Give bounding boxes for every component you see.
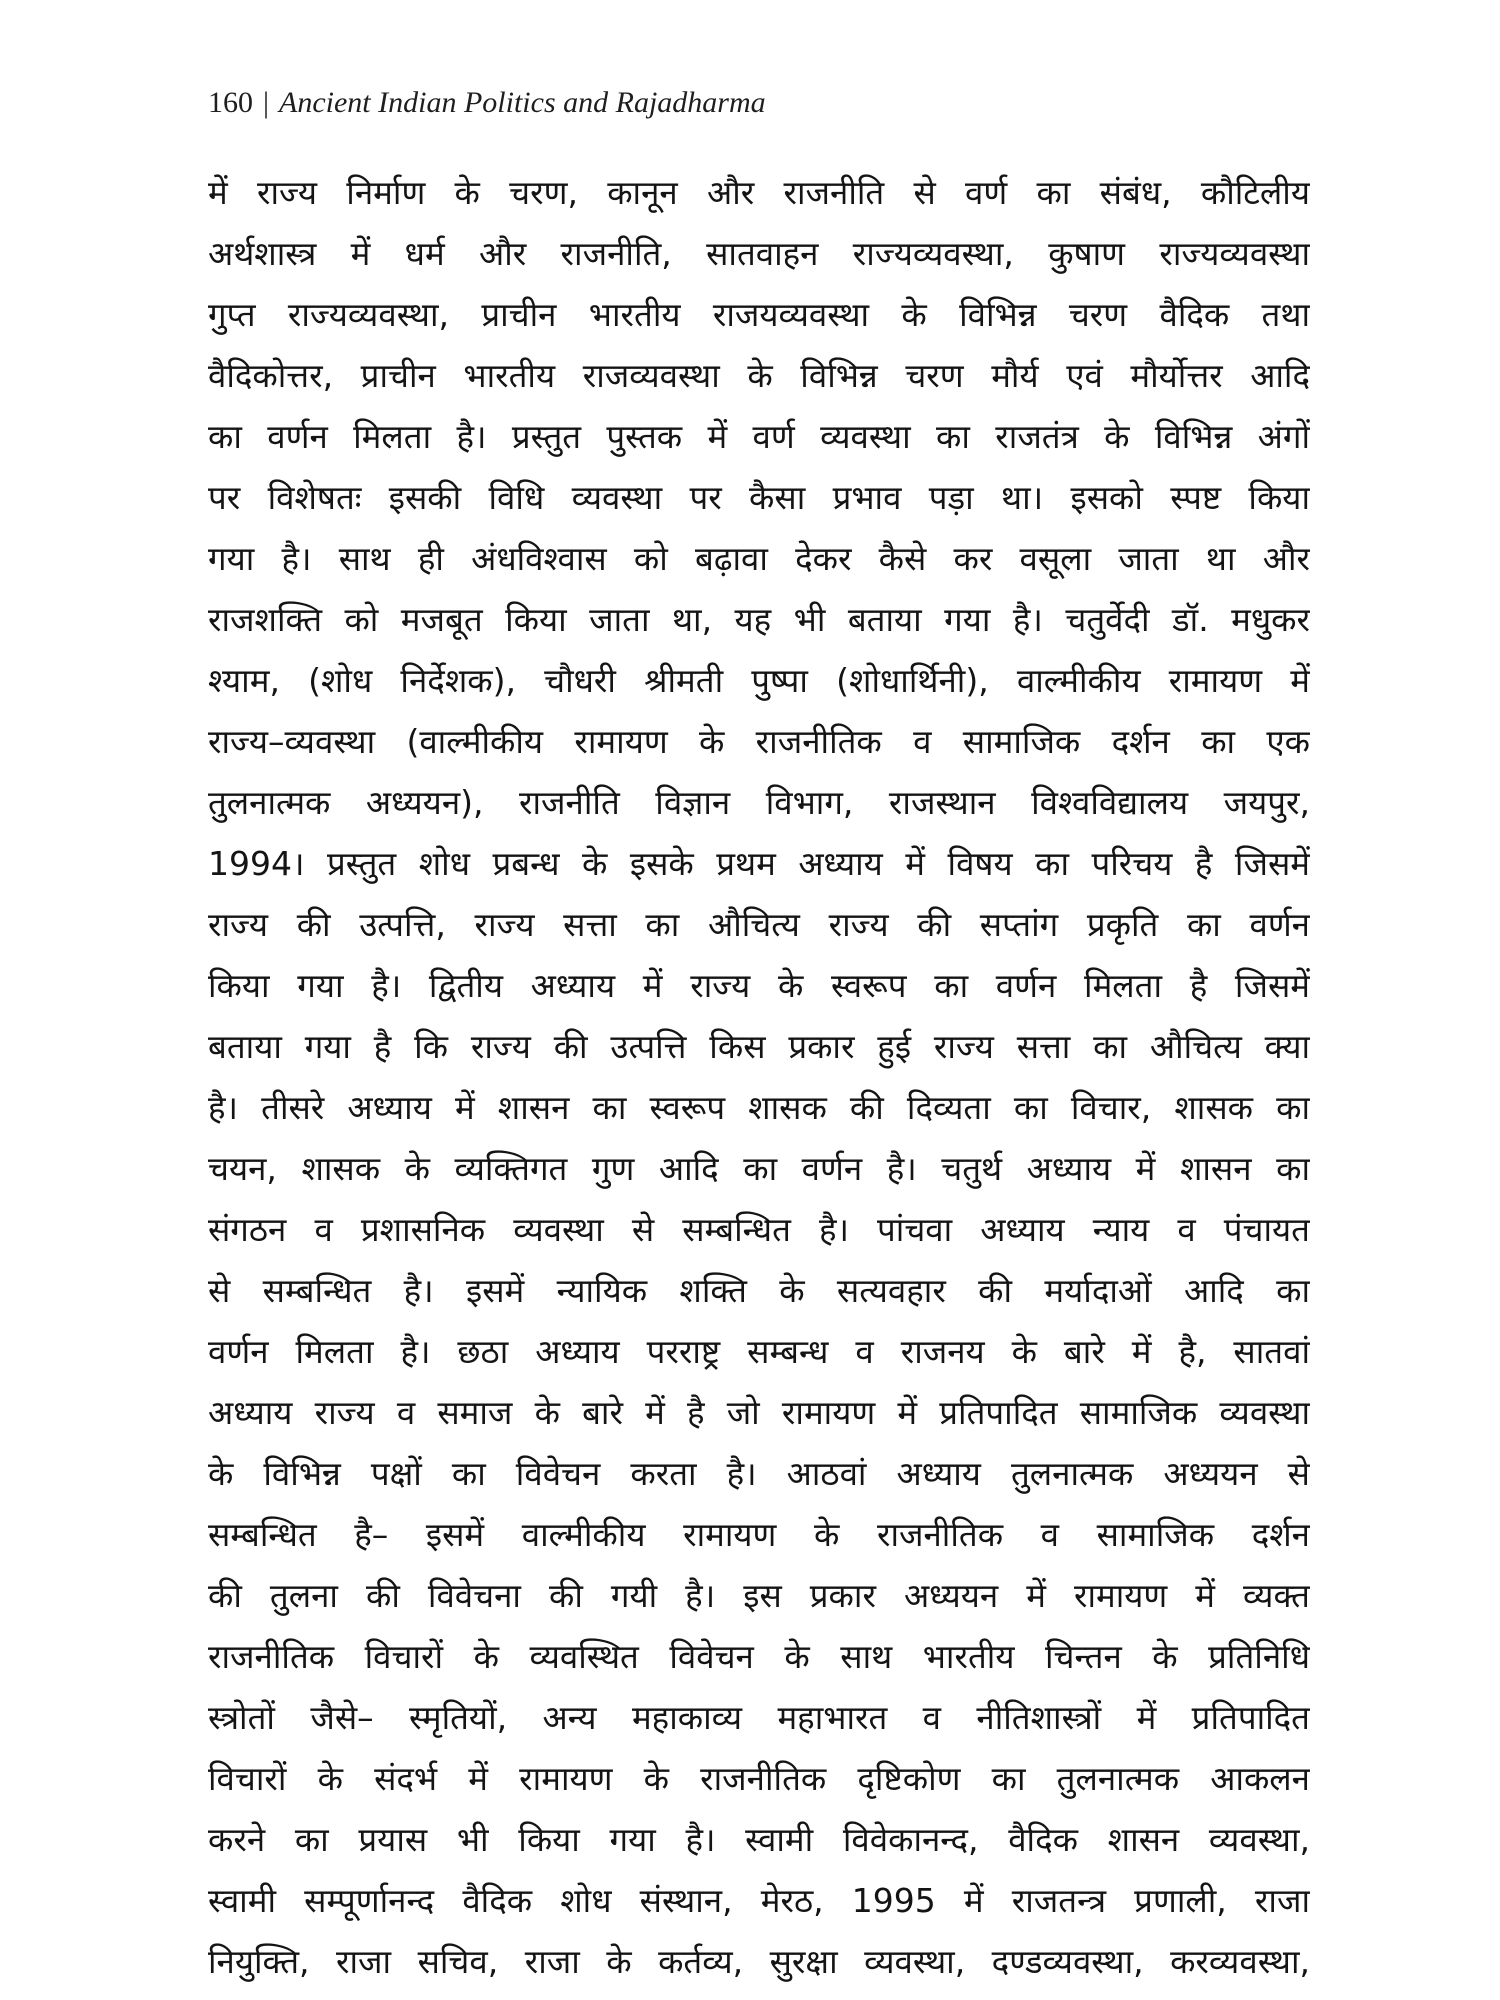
text-line: का वर्णन मिलता है। प्रस्तुत पुस्तक में वर्ण व्यवस्था का राजतंत्र के विभिन्न अंगों <box>208 417 1310 456</box>
header-separator: | <box>263 86 270 119</box>
text-line: पर विशेषतः इसकी विधि व्यवस्था पर कैसा प्रभाव पड़ा था। इसको स्पष्ट किया <box>208 478 1310 517</box>
text-line: वर्णन मिलता है। छठा अध्याय परराष्ट्र सम्बन्ध व राजनय के बारे में है, सातवां <box>208 1332 1310 1371</box>
page-number: 160 <box>208 86 253 119</box>
text-line: राज्य की उत्पत्ति, राज्य सत्ता का औचित्य राज्य की सप्तांग प्रकृति का वर्णन <box>208 905 1310 944</box>
text-line: बताया गया है कि राज्य की उत्पत्ति किस प्रकार हुई राज्य सत्ता का औचित्य क्या <box>208 1027 1310 1066</box>
text-line: राज्य–व्यवस्था (वाल्मीकीय रामायण के राजनीतिक व सामाजिक दर्शन का एक <box>208 722 1310 761</box>
running-head <box>208 86 766 120</box>
text-line: वैदिकोत्तर, प्राचीन भारतीय राजव्यवस्था के विभिन्न चरण मौर्य एवं मौर्योत्तर आदि <box>208 356 1310 395</box>
text-line: किया गया है। द्वितीय अध्याय में राज्य के स्वरूप का वर्णन मिलता है जिसमें <box>208 966 1310 1005</box>
text-line: संगठन व प्रशासनिक व्यवस्था से सम्बन्धित है। पांचवा अध्याय न्याय व पंचायत <box>208 1210 1310 1249</box>
text-line: गुप्त राज्यव्यवस्था, प्राचीन भारतीय राजयव्यवस्था के विभिन्न चरण वैदिक तथा <box>208 295 1310 334</box>
text-line: राजनीतिक विचारों के व्यवस्थित विवेचन के साथ भारतीय चिन्तन के प्रतिनिधि <box>208 1637 1310 1676</box>
text-line: राजशक्ति को मजबूत किया जाता था, यह भी बताया गया है। चतुर्वेदी डॉ. मधुकर <box>208 600 1310 639</box>
book-title: Ancient Indian Politics and Rajadharma <box>279 86 766 119</box>
text-line: श्याम, (शोध निर्देशक), चौधरी श्रीमती पुष्पा (शोधार्थिनी), वाल्मीकीय रामायण में <box>208 661 1310 700</box>
text-line: अर्थशास्त्र में धर्म और राजनीति, सातवाहन राज्यव्यवस्था, कुषाण राज्यव्यवस्था <box>208 234 1310 273</box>
text-line: में राज्य निर्माण के चरण, कानून और राजनीति से वर्ण का संबंध, कौटिलीय <box>208 173 1310 212</box>
text-line: स्वामी सम्पूर्णानन्द वैदिक शोध संस्थान, मेरठ, 1995 में राजतन्त्र प्रणाली, राजा <box>208 1881 1310 1920</box>
body-text <box>208 162 1310 1992</box>
text-line: विचारों के संदर्भ में रामायण के राजनीतिक दृष्टिकोण का तुलनात्मक आकलन <box>208 1759 1310 1798</box>
text-line: के विभिन्न पक्षों का विवेचन करता है। आठवां अध्याय तुलनात्मक अध्ययन से <box>208 1454 1310 1493</box>
text-line: सम्बन्धित है– इसमें वाल्मीकीय रामायण के राजनीतिक व सामाजिक दर्शन <box>208 1515 1310 1554</box>
text-line: 1994। प्रस्तुत शोध प्रबन्ध के इसके प्रथम अध्याय में विषय का परिचय है जिसमें <box>208 844 1310 883</box>
text-line: नियुक्ति, राजा सचिव, राजा के कर्तव्य, सुरक्षा व्यवस्था, दण्डव्यवस्था, करव्यवस्था, <box>208 1942 1310 1981</box>
text-line: तुलनात्मक अध्ययन), राजनीति विज्ञान विभाग, राजस्थान विश्वविद्यालय जयपुर, <box>208 783 1310 822</box>
text-line: करने का प्रयास भी किया गया है। स्वामी विवेकानन्द, वैदिक शासन व्यवस्था, <box>208 1820 1310 1859</box>
text-line: से सम्बन्धित है। इसमें न्यायिक शक्ति के सत्यवहार की मर्यादाओं आदि का <box>208 1271 1310 1310</box>
text-line: है। तीसरे अध्याय में शासन का स्वरूप शासक की दिव्यता का विचार, शासक का <box>208 1088 1310 1127</box>
text-line: की तुलना की विवेचना की गयी है। इस प्रकार अध्ययन में रामायण में व्यक्त <box>208 1576 1310 1615</box>
text-line: चयन, शासक के व्यक्तिगत गुण आदि का वर्णन है। चतुर्थ अध्याय में शासन का <box>208 1149 1310 1188</box>
text-line: अध्याय राज्य व समाज के बारे में है जो रामायण में प्रतिपादित सामाजिक व्यवस्था <box>208 1393 1310 1432</box>
text-line: स्त्रोतों जैसे– स्मृतियों, अन्य महाकाव्य महाभारत व नीतिशास्त्रों में प्रतिपादित <box>208 1698 1310 1737</box>
text-line: गया है। साथ ही अंधविश्वास को बढ़ावा देकर कैसे कर वसूला जाता था और <box>208 539 1310 578</box>
